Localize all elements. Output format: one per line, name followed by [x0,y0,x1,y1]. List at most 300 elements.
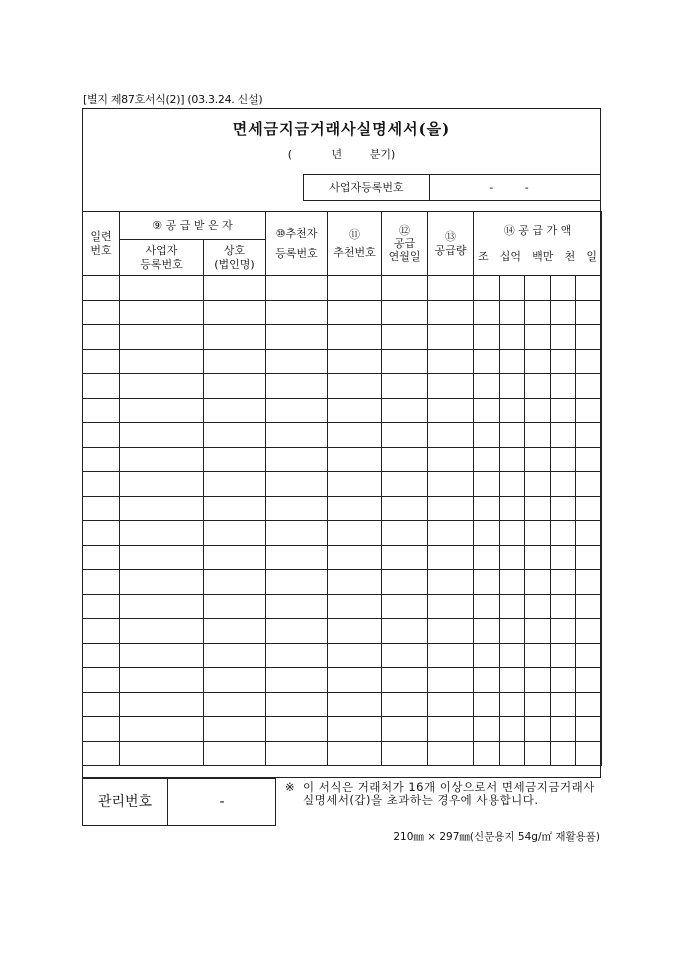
table-cell[interactable] [328,692,382,717]
table-cell[interactable] [204,447,266,472]
table-cell[interactable] [328,570,382,595]
table-cell[interactable] [382,423,428,448]
table-cell[interactable] [204,374,266,399]
amount-subcell[interactable] [551,595,577,619]
table-cell[interactable] [474,496,602,521]
amount-subcell[interactable] [500,619,526,643]
table-cell[interactable] [382,619,428,644]
table-cell[interactable] [382,717,428,742]
amount-subcell[interactable] [525,423,551,447]
note-mark: ※ [285,780,296,794]
table-cell[interactable] [83,692,120,717]
table-cell[interactable] [382,472,428,497]
table-cell[interactable] [83,521,120,546]
amount-subcell[interactable] [551,742,577,766]
amount-subcell[interactable] [500,546,526,570]
amount-subcell[interactable] [525,570,551,594]
table-cell[interactable] [474,398,602,423]
amount-subcell[interactable] [474,668,500,692]
table-cell[interactable] [83,349,120,374]
table-cell[interactable] [428,545,474,570]
table-cell[interactable] [266,668,328,693]
table-cell[interactable] [204,398,266,423]
amount-subcell[interactable] [551,668,577,692]
table-cell[interactable] [266,276,328,301]
form-number-note: [별지 제87호서식(2)] (03.3.24. 신설) [83,93,263,106]
table-cell[interactable] [428,643,474,668]
amount-subcell[interactable] [525,399,551,423]
amount-subcell[interactable] [500,374,526,398]
table-cell[interactable] [428,668,474,693]
amount-subcells [474,742,601,766]
amount-subcell[interactable] [551,423,577,447]
amount-subcell[interactable] [551,497,577,521]
table-cell[interactable] [204,570,266,595]
table-cell[interactable] [428,619,474,644]
amount-subcell[interactable] [576,301,601,325]
table-cell[interactable] [382,447,428,472]
table-cell[interactable] [120,594,204,619]
amount-subcell[interactable] [576,595,601,619]
table-cell[interactable] [428,472,474,497]
table-cell[interactable] [328,423,382,448]
amount-subcell[interactable] [500,276,526,300]
amount-subcell[interactable] [551,301,577,325]
amount-subcell[interactable] [576,570,601,594]
amount-subcell[interactable] [525,448,551,472]
amount-subcell[interactable] [500,668,526,692]
amount-subcell[interactable] [474,399,500,423]
amount-subcell[interactable] [525,595,551,619]
table-cell[interactable] [120,349,204,374]
amount-subcell[interactable] [500,521,526,545]
table-cell[interactable] [474,643,602,668]
table-cell[interactable] [120,668,204,693]
table-cell[interactable] [382,521,428,546]
table-cell[interactable] [328,374,382,399]
table-cell[interactable] [428,398,474,423]
amount-subcell[interactable] [474,325,500,349]
amount-subcell[interactable] [551,374,577,398]
table-cell[interactable] [83,325,120,350]
table-cell[interactable] [382,741,428,766]
table-cell[interactable] [204,349,266,374]
amount-subcell[interactable] [551,693,577,717]
table-cell[interactable] [120,692,204,717]
amount-subcell[interactable] [525,546,551,570]
table-cell[interactable] [474,423,602,448]
amount-subcell[interactable] [551,350,577,374]
table-cell[interactable] [428,325,474,350]
table-cell[interactable] [474,741,602,766]
table-cell[interactable] [428,276,474,301]
table-cell[interactable] [120,643,204,668]
table-cell[interactable] [120,398,204,423]
table-cell[interactable] [328,300,382,325]
amount-subcell[interactable] [525,301,551,325]
amount-subcell[interactable] [525,742,551,766]
form-title: 면세금지금거래사실명세서(을) [232,120,451,138]
table-cell[interactable] [266,619,328,644]
table-cell[interactable] [204,300,266,325]
table-cell[interactable] [266,545,328,570]
amount-subcell[interactable] [576,399,601,423]
table-cell[interactable] [428,374,474,399]
table-cell[interactable] [328,276,382,301]
table-cell[interactable] [120,300,204,325]
table-cell[interactable] [382,545,428,570]
table-cell[interactable] [204,717,266,742]
table-cell[interactable] [120,325,204,350]
table-row [83,300,602,325]
table-cell[interactable] [328,472,382,497]
table-cell[interactable] [428,521,474,546]
table-cell[interactable] [266,325,328,350]
table-cell[interactable] [120,545,204,570]
table-cell[interactable] [266,717,328,742]
amount-subcell[interactable] [576,448,601,472]
table-cell[interactable] [382,325,428,350]
amount-subcell[interactable] [500,570,526,594]
amount-subcell[interactable] [474,546,500,570]
table-cell[interactable] [120,521,204,546]
amount-subcell[interactable] [576,742,601,766]
table-cell[interactable] [266,741,328,766]
table-cell[interactable] [266,398,328,423]
table-cell[interactable] [266,594,328,619]
table-cell[interactable] [120,447,204,472]
amount-subcell[interactable] [474,350,500,374]
unit-cheon: 천 [564,249,576,263]
table-row [83,668,602,693]
management-number-label: 관리번호 [83,779,168,825]
management-number-box [82,778,276,826]
table-cell[interactable] [428,594,474,619]
amount-subcell[interactable] [525,644,551,668]
amount-subcell[interactable] [551,276,577,300]
amount-subcell[interactable] [525,350,551,374]
table-row [83,374,602,399]
amount-subcell[interactable] [500,448,526,472]
amount-subcells [474,717,601,741]
amount-subcell[interactable] [500,399,526,423]
table-cell[interactable] [204,325,266,350]
table-cell[interactable] [474,472,602,497]
table-cell[interactable] [266,496,328,521]
table-cell[interactable] [474,545,602,570]
amount-subcell[interactable] [525,693,551,717]
table-cell[interactable] [204,472,266,497]
table-cell[interactable] [83,741,120,766]
table-row [83,325,602,350]
table-row [83,741,602,766]
amount-subcells [474,399,601,423]
table-cell[interactable] [382,594,428,619]
amount-subcell[interactable] [474,448,500,472]
amount-subcell[interactable] [474,276,500,300]
amount-subcell[interactable] [474,374,500,398]
amount-subcells [474,374,601,398]
table-cell[interactable] [382,300,428,325]
table-cell[interactable] [83,619,120,644]
table-cell[interactable] [120,423,204,448]
table-cell[interactable] [428,741,474,766]
amount-subcell[interactable] [576,644,601,668]
table-cell[interactable] [474,521,602,546]
amount-subcells [474,570,601,594]
table-cell[interactable] [474,276,602,301]
table-row [83,276,602,301]
amount-subcell[interactable] [525,668,551,692]
amount-subcell[interactable] [500,301,526,325]
table-cell[interactable] [328,619,382,644]
amount-subcell[interactable] [576,619,601,643]
amount-subcells [474,497,601,521]
amount-subcell[interactable] [474,644,500,668]
table-cell[interactable] [204,741,266,766]
amount-subcell[interactable] [551,570,577,594]
amount-subcell[interactable] [551,644,577,668]
business-number-value[interactable]: - - [489,181,543,194]
business-number-box [303,174,601,201]
table-row [83,643,602,668]
amount-subcell[interactable] [500,717,526,741]
table-cell[interactable] [382,692,428,717]
amount-subcells [474,472,601,496]
amount-subcell[interactable] [576,497,601,521]
amount-subcell[interactable] [525,717,551,741]
table-cell[interactable] [428,300,474,325]
table-cell[interactable] [328,643,382,668]
table-cell[interactable] [382,276,428,301]
table-cell[interactable] [83,276,120,301]
amount-subcell[interactable] [474,619,500,643]
table-cell[interactable] [83,643,120,668]
transaction-table [82,211,602,766]
table-cell[interactable] [83,423,120,448]
table-cell[interactable] [474,692,602,717]
amount-subcell[interactable] [576,374,601,398]
period-line [82,146,601,162]
table-cell[interactable] [474,349,602,374]
table-cell[interactable] [382,496,428,521]
table-cell[interactable] [120,276,204,301]
amount-subcell[interactable] [474,717,500,741]
amount-subcell[interactable] [474,423,500,447]
table-cell[interactable] [474,374,602,399]
table-cell[interactable] [120,741,204,766]
management-number-value[interactable]: - [219,794,225,810]
amount-subcell[interactable] [576,521,601,545]
table-cell[interactable] [83,594,120,619]
amount-subcell[interactable] [551,399,577,423]
table-cell[interactable] [120,619,204,644]
table-cell[interactable] [266,692,328,717]
table-cell[interactable] [382,398,428,423]
amount-subcell[interactable] [525,497,551,521]
table-cell[interactable] [266,643,328,668]
amount-subcell[interactable] [474,595,500,619]
table-cell[interactable] [428,349,474,374]
amount-subcell[interactable] [551,619,577,643]
amount-subcell[interactable] [500,497,526,521]
amount-subcell[interactable] [525,619,551,643]
amount-subcell[interactable] [551,448,577,472]
unit-jo: 조 [478,249,489,263]
amount-subcell[interactable] [551,717,577,741]
table-cell[interactable] [266,374,328,399]
table-cell[interactable] [204,619,266,644]
table-cell[interactable] [328,349,382,374]
table-cell[interactable] [83,570,120,595]
recommendation-number-header: ⑪ 추천번호 [328,212,382,276]
amount-subcell[interactable] [525,276,551,300]
table-cell[interactable] [266,300,328,325]
amount-subcell[interactable] [500,325,526,349]
table-cell[interactable] [474,570,602,595]
table-cell[interactable] [474,619,602,644]
table-cell[interactable] [204,668,266,693]
table-cell[interactable] [328,521,382,546]
table-cell[interactable] [428,423,474,448]
amount-subcell[interactable] [525,521,551,545]
table-cell[interactable] [266,349,328,374]
supply-date-header: ⑫ 공급 연월일 [382,212,428,276]
amount-subcell[interactable] [576,423,601,447]
amount-subcell[interactable] [525,325,551,349]
table-cell[interactable] [328,594,382,619]
table-cell[interactable] [328,741,382,766]
table-row [83,447,602,472]
table-cell[interactable] [266,472,328,497]
table-cell[interactable] [474,447,602,472]
table-row [83,349,602,374]
amount-subcell[interactable] [474,693,500,717]
table-cell[interactable] [83,717,120,742]
table-cell[interactable] [328,668,382,693]
table-cell[interactable] [120,374,204,399]
table-cell[interactable] [428,570,474,595]
unit-baekman: 백만 [532,249,554,263]
amount-subcell[interactable] [551,521,577,545]
amount-subcell[interactable] [474,472,500,496]
table-cell[interactable] [474,717,602,742]
table-cell[interactable] [204,521,266,546]
table-cell[interactable] [328,717,382,742]
table-cell[interactable] [204,276,266,301]
table-row [83,472,602,497]
amount-subcell[interactable] [500,423,526,447]
table-cell[interactable] [204,545,266,570]
amount-subcell[interactable] [576,693,601,717]
table-cell[interactable] [120,496,204,521]
amount-subcell[interactable] [474,521,500,545]
table-cell[interactable] [83,668,120,693]
amount-subcell[interactable] [576,668,601,692]
table-cell[interactable] [328,398,382,423]
supplier-name-header: 상호 (법인명) [204,240,266,276]
amount-subcell[interactable] [525,374,551,398]
table-cell[interactable] [382,570,428,595]
table-cell[interactable] [83,374,120,399]
amount-subcell[interactable] [525,472,551,496]
amount-subcell[interactable] [551,325,577,349]
amount-subcell[interactable] [500,644,526,668]
supplier-header: ⑨ 공 급 받 은 자 [120,212,266,240]
amount-subcell[interactable] [474,497,500,521]
amount-subcell[interactable] [500,472,526,496]
table-cell[interactable] [474,668,602,693]
amount-subcell[interactable] [576,472,601,496]
amount-subcell[interactable] [500,595,526,619]
table-cell[interactable] [382,643,428,668]
table-cell[interactable] [428,692,474,717]
amount-subcell[interactable] [474,570,500,594]
amount-subcell[interactable] [576,276,601,300]
table-cell[interactable] [83,472,120,497]
amount-subcell[interactable] [500,742,526,766]
amount-subcell[interactable] [576,325,601,349]
table-cell[interactable] [428,447,474,472]
table-cell[interactable] [328,496,382,521]
amount-subcell[interactable] [576,717,601,741]
amount-subcell[interactable] [474,742,500,766]
amount-subcell[interactable] [551,472,577,496]
amount-subcell[interactable] [500,350,526,374]
table-cell[interactable] [266,570,328,595]
table-cell[interactable] [266,423,328,448]
table-cell[interactable] [83,496,120,521]
amount-subcells [474,668,601,692]
table-cell[interactable] [83,300,120,325]
table-cell[interactable] [266,521,328,546]
table-cell[interactable] [328,325,382,350]
table-cell[interactable] [120,472,204,497]
table-cell[interactable] [204,496,266,521]
amount-subcell[interactable] [576,546,601,570]
table-cell[interactable] [83,447,120,472]
table-cell[interactable] [204,594,266,619]
table-cell[interactable] [474,325,602,350]
table-cell[interactable] [266,447,328,472]
recommender-header: ⑩추천자 등록번호 [266,212,328,276]
table-cell[interactable] [204,692,266,717]
amount-subcell[interactable] [576,350,601,374]
period-quarter: 분기) [369,148,396,161]
table-cell[interactable] [120,570,204,595]
table-cell[interactable] [474,300,602,325]
table-cell[interactable] [120,717,204,742]
serial-header: 일련 번호 [83,212,120,276]
unit-sibeok: 십억 [499,249,522,263]
table-cell[interactable] [83,545,120,570]
table-cell[interactable] [428,496,474,521]
amount-subcell[interactable] [551,546,577,570]
table-cell[interactable] [382,668,428,693]
table-cell[interactable] [382,349,428,374]
table-row [83,521,602,546]
table-cell[interactable] [204,423,266,448]
table-cell[interactable] [83,398,120,423]
amount-subcell[interactable] [500,693,526,717]
table-cell[interactable] [382,374,428,399]
table-cell[interactable] [328,545,382,570]
table-cell[interactable] [428,717,474,742]
table-cell[interactable] [204,643,266,668]
table-cell[interactable] [328,447,382,472]
amount-subcell[interactable] [474,301,500,325]
table-cell[interactable] [474,594,602,619]
